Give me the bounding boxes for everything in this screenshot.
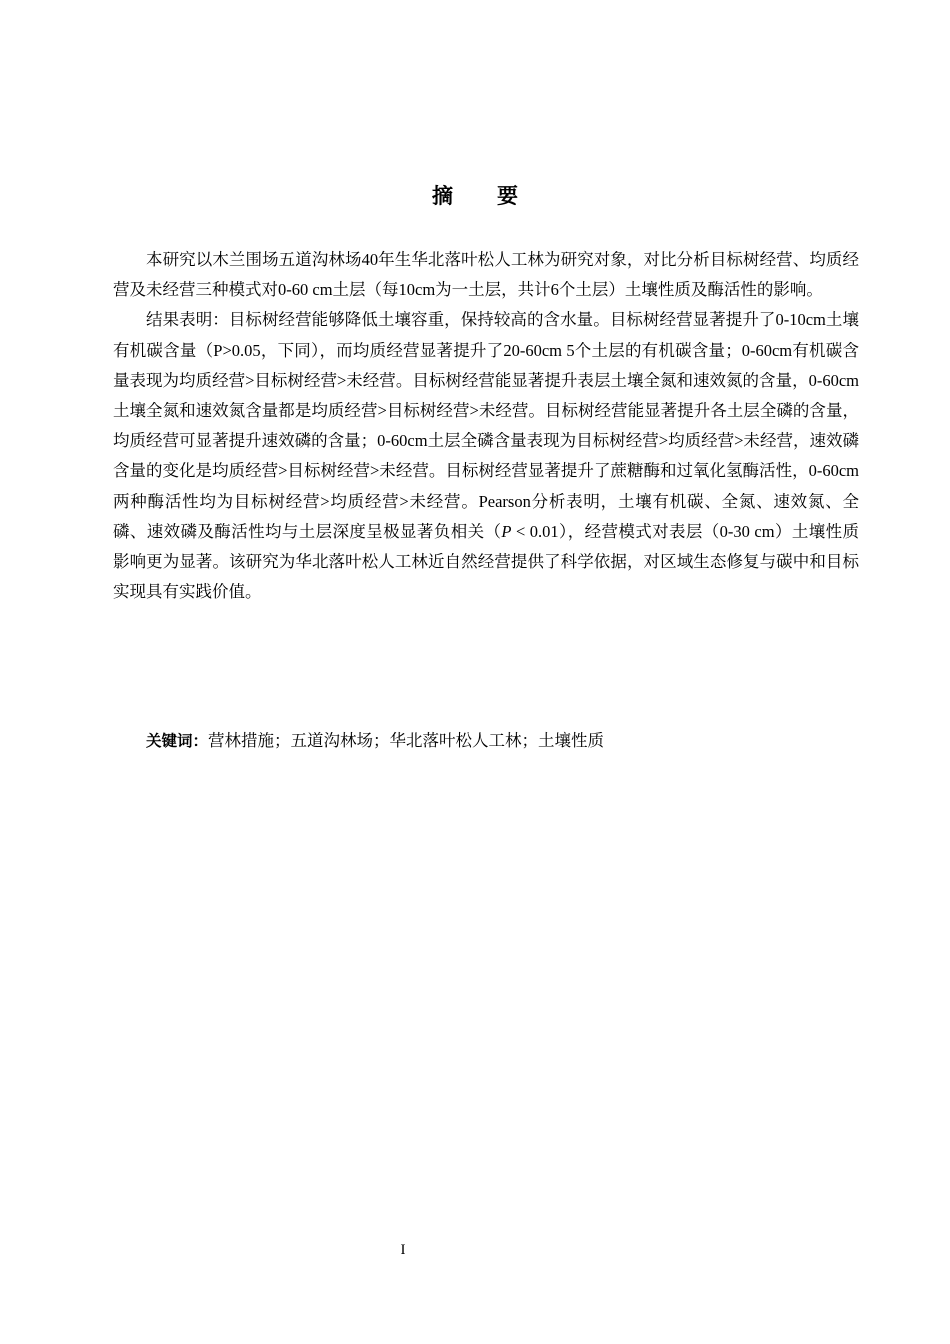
keywords-label: 关键词： [146,732,209,750]
page-number: I [400,1242,406,1258]
title-char-2: 要 [497,184,518,208]
keywords-line [113,726,859,756]
title-char-1: 摘 [432,184,453,208]
paragraph-2-text-a: 结果表明：目标树经营能够降低土壤容重，保持较高的含水量。目标树经营显著提升了0-10cm土壤有机碳含量（P>0.05，下同），而均质经营显著提升了20-60cm 5个土层的有机碳含量；0-60cm有机碳含量表现为均质经营>目标树经营>未经营。目标树经营能显著提升表层土壤全氮和速效氮的含量，0-60cm土壤全氮和速效氮含量都是均质经营>目标树经营>未经营。目标树经营能显著提升各土层全磷的含量，均质经营可显著提升速效磷的含量；0-60cm土层全磷含量表现为目标树经营>均质经营>未经营，速效磷含量的变化是均质经营>目标树经营>未经营。目标树经营显著提升了蔗糖酶和过氧化氢酶活性，0-60cm两种酶活性均为目标树经营>均质经营>未经营。Pearson分析表明，土壤有机碳、全氮、速效氮、全磷、速效磷及酶活性均与土层深度呈极显著负相关（ [113,310,859,541]
paragraph-2-text-b: < 0.01），经营模式对表层（0-30 cm）土壤性质影响更为显著。该研究为华北落叶松人工林近自然经营提供了科学依据，对区域生态修复与碳中和目标实现具有实践价值。 [113,521,859,602]
abstract-title [0,180,950,210]
p-value-symbol: P [501,521,512,541]
abstract-body [113,245,859,607]
keywords-text: 营林措施；五道沟林场；华北落叶松人工林；土壤性质 [208,731,605,750]
abstract-paragraph-2 [113,305,859,607]
abstract-paragraph-1: 本研究以木兰围场五道沟林场40年生华北落叶松人工林为研究对象，对比分析目标树经营、均质经营及未经营三种模式对0-60 cm土层（每10cm为一土层，共计6个土层）土壤性质及酶活性的影响。 [113,250,859,300]
